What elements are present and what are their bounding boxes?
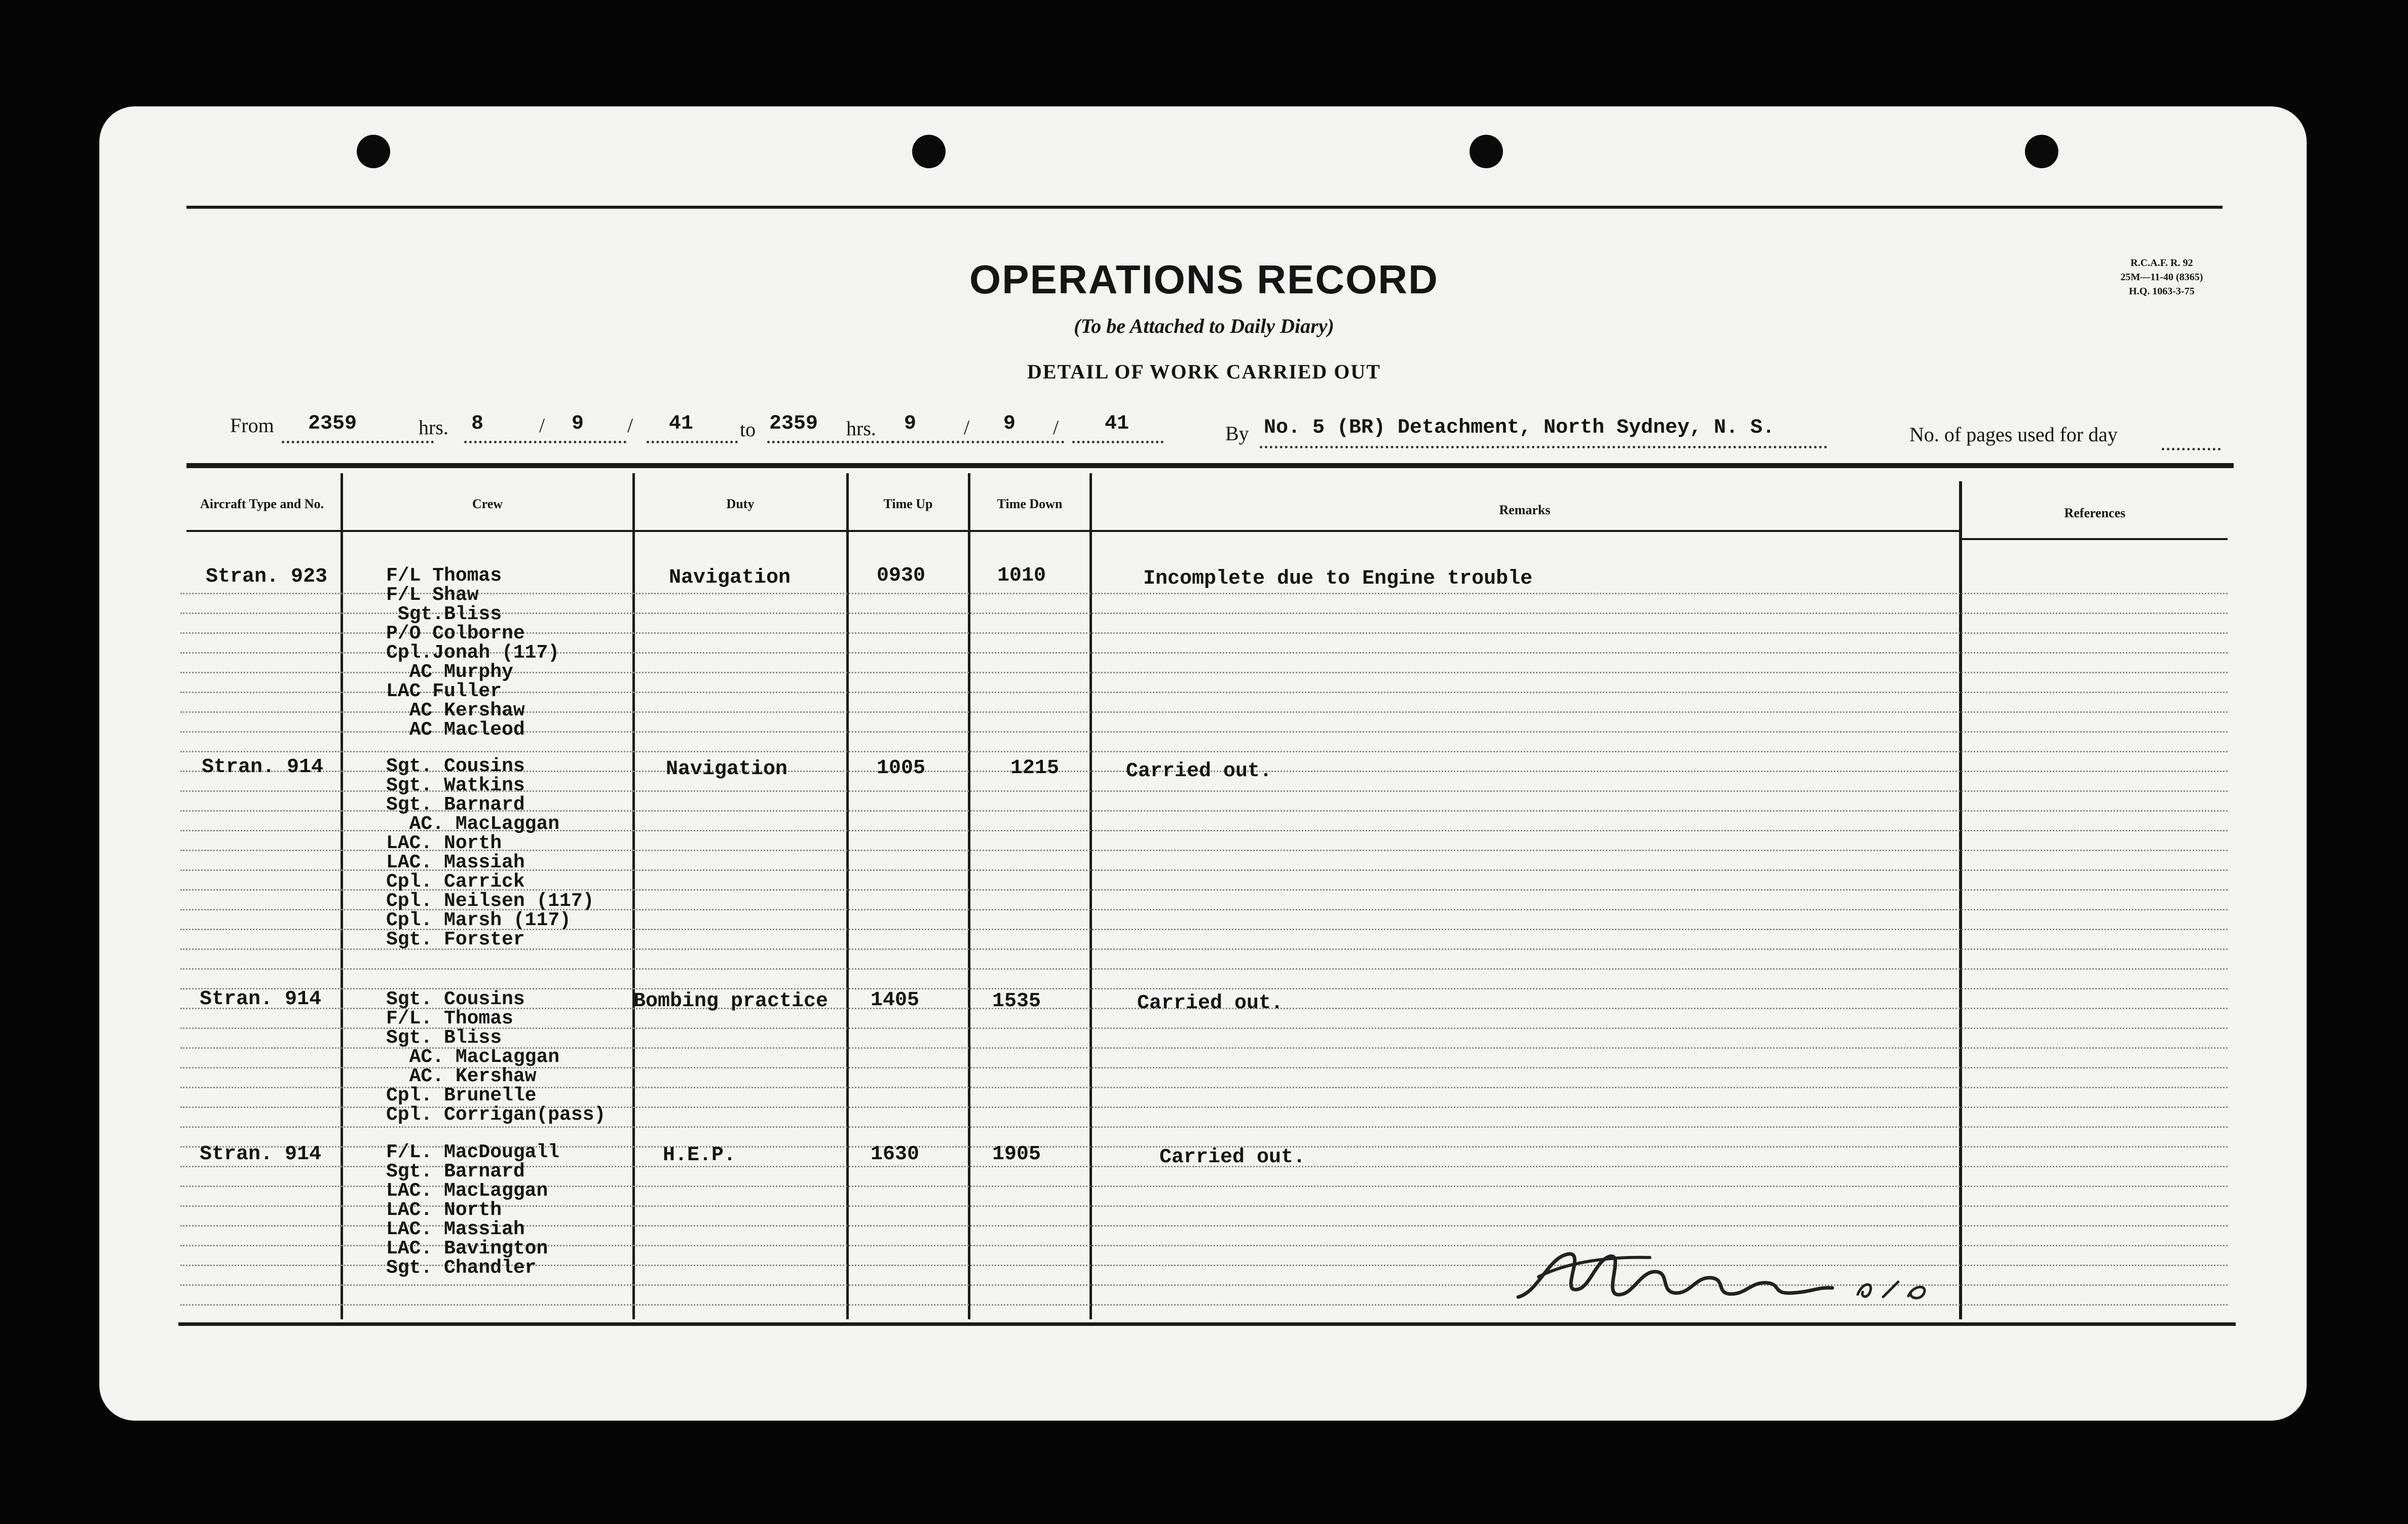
column-divider <box>846 473 849 1319</box>
to-month: 9 <box>1003 412 1016 435</box>
section-heading: DETAIL OF WORK CARRIED OUT <box>1027 360 1381 383</box>
punch-hole <box>357 135 390 168</box>
operations-record-card <box>99 106 2307 1421</box>
punch-hole <box>1470 135 1503 168</box>
crew-list: Sgt. Cousins F/L. Thomas Sgt. Bliss AC. MacLaggan AC. Kershaw Cpl. Brunelle Cpl. Corrigan(pass) <box>386 988 606 1126</box>
hrs-label: hrs. <box>419 416 448 439</box>
ruled-line <box>180 1126 2228 1128</box>
table-top-rule <box>186 463 2234 468</box>
aircraft-cell: Stran. 914 <box>200 988 322 1011</box>
page-title: OPERATIONS RECORD <box>969 257 1439 302</box>
fill-line <box>1260 446 1827 448</box>
ruled-line <box>180 751 2228 752</box>
date-separator: / <box>539 414 545 437</box>
time-up-cell: 1405 <box>871 989 920 1012</box>
header-underline <box>1962 538 2228 540</box>
table-bottom-rule <box>178 1322 2236 1326</box>
column-header-crew: Crew <box>472 497 503 511</box>
column-divider <box>632 473 635 1319</box>
time-up-cell: 1630 <box>871 1143 920 1166</box>
fill-line <box>647 441 738 443</box>
fill-line <box>464 441 626 443</box>
punch-hole <box>2025 135 2058 168</box>
fill-line <box>1072 441 1163 443</box>
crew-list: Sgt. Cousins Sgt. Watkins Sgt. Barnard AC. MacLaggan LAC. North LAC. Massiah Cpl. Carrick Cpl. Neilsen (117) Cpl. Marsh (117) Sgt. Forster <box>386 755 594 950</box>
column-header-duty: Duty <box>726 497 755 511</box>
time-down-cell: 1905 <box>992 1143 1041 1166</box>
fill-line <box>767 441 894 443</box>
from-label: From <box>230 414 274 437</box>
remarks-cell: Incomplete due to Engine trouble <box>1143 567 1533 590</box>
column-divider <box>341 473 343 1319</box>
to-time: 2359 <box>769 412 818 435</box>
aircraft-cell: Stran. 923 <box>206 565 328 588</box>
from-time: 2359 <box>308 412 357 435</box>
time-down-cell: 1215 <box>1010 757 1060 780</box>
from-month: 9 <box>572 412 584 435</box>
column-header-remarks: Remarks <box>1499 503 1551 517</box>
remarks-cell: Carried out. <box>1137 992 1284 1015</box>
time-down-cell: 1010 <box>997 564 1046 587</box>
from-year: 41 <box>669 412 694 435</box>
to-label: to <box>740 418 756 441</box>
aircraft-cell: Stran. 914 <box>200 1143 322 1166</box>
page-subtitle: (To be Attached to Daily Diary) <box>1074 315 1334 337</box>
from-day: 8 <box>471 412 484 435</box>
pages-label: No. of pages used for day <box>1909 423 2118 446</box>
fill-line <box>892 441 1064 443</box>
aircraft-cell: Stran. 914 <box>202 756 324 779</box>
time-up-cell: 0930 <box>877 564 926 587</box>
crew-list: F/L. MacDougall Sgt. Barnard LAC. MacLaggan LAC. North LAC. Massiah LAC. Bavington Sgt. Chandler <box>386 1141 560 1279</box>
unit-name: No. 5 (BR) Detachment, North Sydney, N. S. <box>1264 416 1775 439</box>
time-down-cell: 1535 <box>992 990 1041 1013</box>
crew-list: F/L Thomas F/L Shaw Sgt.Bliss P/O Colborne Cpl.Jonah (117) AC Murphy LAC Fuller AC Kershaw AC Macleod <box>386 565 560 741</box>
duty-cell: Navigation <box>669 566 791 589</box>
form-reference-line: H.Q. 1063-3-75 <box>2129 286 2195 297</box>
column-header-references: References <box>2064 506 2126 520</box>
form-reference-line: 25M—11-40 (8365) <box>2120 272 2203 283</box>
ruled-line <box>180 968 2228 970</box>
by-label: By <box>1225 422 1249 445</box>
to-day: 9 <box>904 412 917 435</box>
column-divider <box>968 473 970 1319</box>
time-up-cell: 1005 <box>877 757 926 780</box>
fill-line <box>2162 448 2221 450</box>
top-rule <box>186 206 2223 209</box>
hrs-label: hrs. <box>846 417 876 440</box>
duty-cell: Bombing practice <box>633 990 829 1013</box>
date-separator: / <box>627 414 633 437</box>
remarks-cell: Carried out. <box>1159 1146 1306 1169</box>
fill-line <box>282 441 434 443</box>
column-divider <box>1089 473 1092 1319</box>
officer-signature <box>1508 1241 1964 1317</box>
punch-hole <box>912 135 946 168</box>
duty-cell: H.E.P. <box>663 1144 736 1167</box>
date-separator: / <box>1053 416 1059 439</box>
duty-cell: Navigation <box>666 758 788 781</box>
column-divider <box>1959 481 1962 1319</box>
header-underline <box>186 530 1960 532</box>
column-header-time-up: Time Up <box>883 497 933 511</box>
column-header-aircraft: Aircraft Type and No. <box>200 497 324 511</box>
remarks-cell: Carried out. <box>1126 760 1272 783</box>
to-year: 41 <box>1105 412 1130 435</box>
form-reference-line: R.C.A.F. R. 92 <box>2130 257 2193 269</box>
column-header-time-down: Time Down <box>997 497 1063 511</box>
date-separator: / <box>964 416 970 439</box>
